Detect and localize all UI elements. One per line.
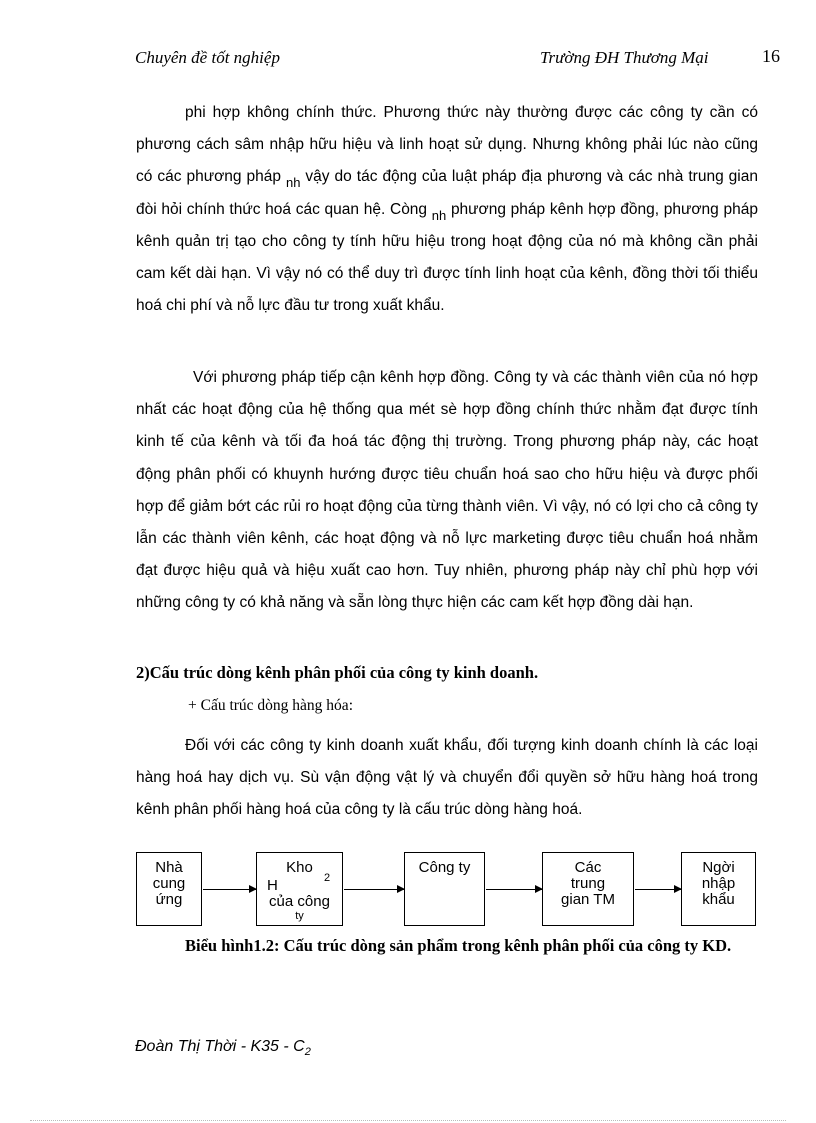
box-intermediaries (542, 852, 634, 926)
box-supplier (136, 852, 202, 926)
subsection-heading: + Cấu trúc dòng hàng hóa: (188, 697, 353, 714)
page-footer (135, 1038, 311, 1058)
footer-subscript: 2 (304, 1046, 311, 1059)
box-intermediaries-line: trung (570, 875, 606, 892)
paragraph-3-text: Đối với các công ty kinh doanh xuất khẩu, đối tượng kinh doanh chính là các loại hàng hoá hay dịch vụ. Sù vận động vật lý và chuyển đổi quyền sở hữu hàng hoá trong kênh phân phối hàng hoá của công ty là cấu trúc dòng hàng hoá. (136, 737, 758, 819)
paragraph-3 (136, 730, 758, 827)
paragraph-1 (136, 97, 758, 322)
paragraph-1-text-c: phương pháp kênh hợp đồng, phương pháp kênh quản trị tạo cho công ty tính hữu hiệu trong hoạt động của nó mà không cần phải cam kết dài hạn. Vì vậy nó có thể duy trì được tính linh hoạt của kênh, đồng thời tối thiểu hoá chi phí và nỗ lực đầu tư trong xuất khẩu. (136, 200, 758, 315)
box-importer-line: khẩu (702, 891, 735, 908)
page-header (135, 48, 780, 72)
arrow-3 (486, 889, 542, 890)
box-company-line: Công ty (418, 859, 471, 876)
box-warehouse (256, 852, 343, 926)
subscript-mark: nh (285, 175, 301, 191)
box-company (404, 852, 485, 926)
box-importer-line: nhập (701, 875, 736, 892)
box-warehouse-line: của công (269, 893, 330, 910)
box-warehouse-line: Kho (286, 859, 313, 876)
box-supplier-line: Nhà (155, 859, 183, 876)
figure-caption: Biểu hình1.2: Cấu trúc dòng sản phẩm trong kênh phân phối của công ty KD. (185, 936, 732, 955)
box-importer-line: Ngời (702, 859, 735, 876)
footer-author: Đoàn Thị Thời - K35 - C (135, 1038, 305, 1055)
box-warehouse-number: 2 (324, 872, 331, 884)
box-importer (681, 852, 756, 926)
box-supplier-line: cung (152, 875, 186, 892)
header-university: Trường ĐH Thương Mại (540, 48, 709, 67)
box-intermediaries-line: gian TM (561, 891, 615, 908)
header-course-title: Chuyên đề tốt nghiệp (135, 48, 280, 67)
arrow-2 (344, 889, 404, 890)
subscript-mark: nh (431, 207, 447, 223)
box-warehouse-letter: H (267, 877, 278, 894)
arrow-4 (635, 889, 681, 890)
paragraph-1-text-a: phi hợp không chính thức. Phương thức này thường được các công ty cần có phương cách sâm nhập hữu hiệu và linh hoạt sử dụng. Nhưng không phải lúc nào cũng có các phương pháp (136, 104, 758, 186)
box-warehouse-row (257, 872, 342, 894)
arrow-1 (203, 889, 256, 890)
paragraph-2-text: Với phương pháp tiếp cận kênh hợp đồng. Công ty và các thành viên của nó hợp nhất các hoạt động của hệ thống qua mét sè hợp đồng chính thức nhằm đạt được tính kinh tế của kênh và tối đa hoá tác động thị trường. Trong phương pháp này, các hoạt động phân phối có khuynh hướng được tiêu chuẩn hoá sao cho hữu hiệu và được phối hợp để giảm bớt các rủi ro hoạt động của từng thành viên. Vì vậy, nó có lợi cho cả công ty lẫn các thành viên kênh, các hoạt động và nỗ lực marketing được tiêu chuẩn hoá nhằm đạt được hiệu quả và hiệu xuất cao hơn. Tuy nhiên, phương pháp này chỉ phù hợp với những công ty có khả năng và sẵn lòng thực hiện các cam kết hợp đồng dài hạn. (136, 369, 758, 612)
page-number: 16 (762, 46, 780, 66)
box-intermediaries-line: Các (574, 859, 602, 876)
bottom-divider (30, 1120, 786, 1121)
paragraph-2 (136, 362, 758, 620)
box-warehouse-line: ty (295, 910, 304, 922)
section-heading: 2)Cấu trúc dòng kênh phân phối của công ty kinh doanh. (136, 663, 539, 682)
box-supplier-line: ứng (155, 891, 183, 908)
paragraph-1-text-b: vậy do tác động của luật pháp địa phương và các nhà trung gian đòi hỏi chính thức hoá các quan hệ. Còng (136, 168, 758, 218)
